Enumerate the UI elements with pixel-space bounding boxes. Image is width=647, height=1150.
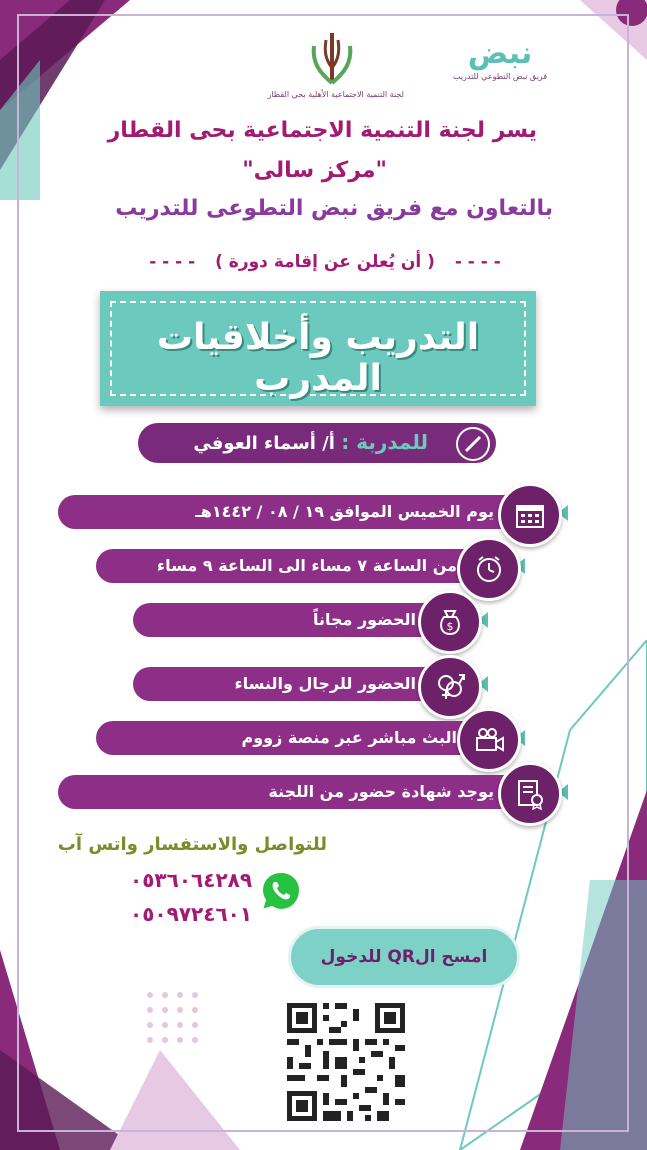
trainer-name: أ/ أسماء العوفي	[193, 433, 335, 454]
team-logo	[450, 36, 550, 81]
clock-icon-circle	[457, 537, 521, 601]
money-bag-icon	[435, 607, 465, 637]
dashes-left: - - - -	[149, 252, 196, 272]
whatsapp-icon[interactable]	[258, 868, 304, 914]
phone-number-2[interactable]: ٠٥٠٩٧٢٤٦٠١	[130, 902, 253, 926]
qr-code[interactable]	[281, 997, 411, 1127]
team-name: نبض	[467, 36, 533, 71]
detail-certificate	[58, 775, 508, 809]
detail-date	[58, 495, 508, 529]
money-bag-icon-circle	[418, 590, 482, 654]
heading-line-1: يسر لجنة التنمية الاجتماعية بحى القطار	[107, 118, 537, 143]
certificate-icon	[515, 778, 545, 810]
detail-time-text: من الساعة ٧ مساء الى الساعة ٩ مساء	[156, 556, 457, 575]
gender-icon	[434, 671, 466, 703]
calendar-icon	[515, 501, 545, 529]
committee-caption: لجنة التنمية الاجتماعية الأهلية بحي القطار	[267, 90, 404, 99]
detail-gender-text: الحضور للرجال والنساء	[234, 674, 416, 693]
detail-zoom-text: البث مباشر عبر منصة زووم	[241, 728, 457, 747]
clock-icon	[474, 554, 504, 584]
heading-line-2: "مركز سالى"	[242, 158, 387, 183]
trainer-label: للمدربة :	[341, 430, 428, 454]
course-title-box	[100, 291, 536, 406]
gender-icon-circle	[418, 655, 482, 719]
certificate-icon-circle	[498, 762, 562, 826]
detail-free-text: الحضور مجاناً	[312, 610, 416, 629]
course-title: التدريب وأخلاقيات المدرب	[156, 317, 480, 399]
detail-certificate-text: يوجد شهادة حضور من اللجنة	[268, 782, 494, 801]
team-caption: فريق نبض التطوعي للتدريب	[452, 72, 548, 81]
detail-date-text: يوم الخميس الموافق ١٩ / ٠٨ / ١٤٤٢هـ	[195, 502, 494, 521]
calendar-icon-circle	[498, 483, 562, 547]
dashes-right: - - - -	[454, 252, 501, 272]
svg-text:$: $	[446, 620, 454, 633]
detail-gender	[133, 667, 430, 701]
detail-zoom	[96, 721, 471, 755]
contact-label: للتواصل والاستفسار واتس آب	[57, 834, 327, 855]
plant-logo-icon	[300, 28, 364, 88]
announcement-text: ( أن يُعلن عن إقامة دورة )	[215, 252, 435, 272]
committee-logo	[267, 28, 404, 99]
scan-qr-button[interactable]: امسح الQR للدخول	[288, 926, 520, 988]
heading-line-3: بالتعاون مع فريق نبض التطوعى للتدريب	[115, 196, 553, 221]
slash-circle-icon	[456, 427, 490, 461]
phone-number-1[interactable]: ٠٥٣٦٠٦٤٢٨٩	[130, 868, 253, 892]
trainer-bar	[138, 423, 496, 463]
video-camera-icon-circle	[457, 708, 521, 772]
video-camera-icon	[473, 726, 505, 754]
detail-time	[96, 549, 471, 583]
announcement-row	[140, 252, 510, 272]
detail-free	[133, 603, 430, 637]
trainer-text	[193, 430, 428, 454]
